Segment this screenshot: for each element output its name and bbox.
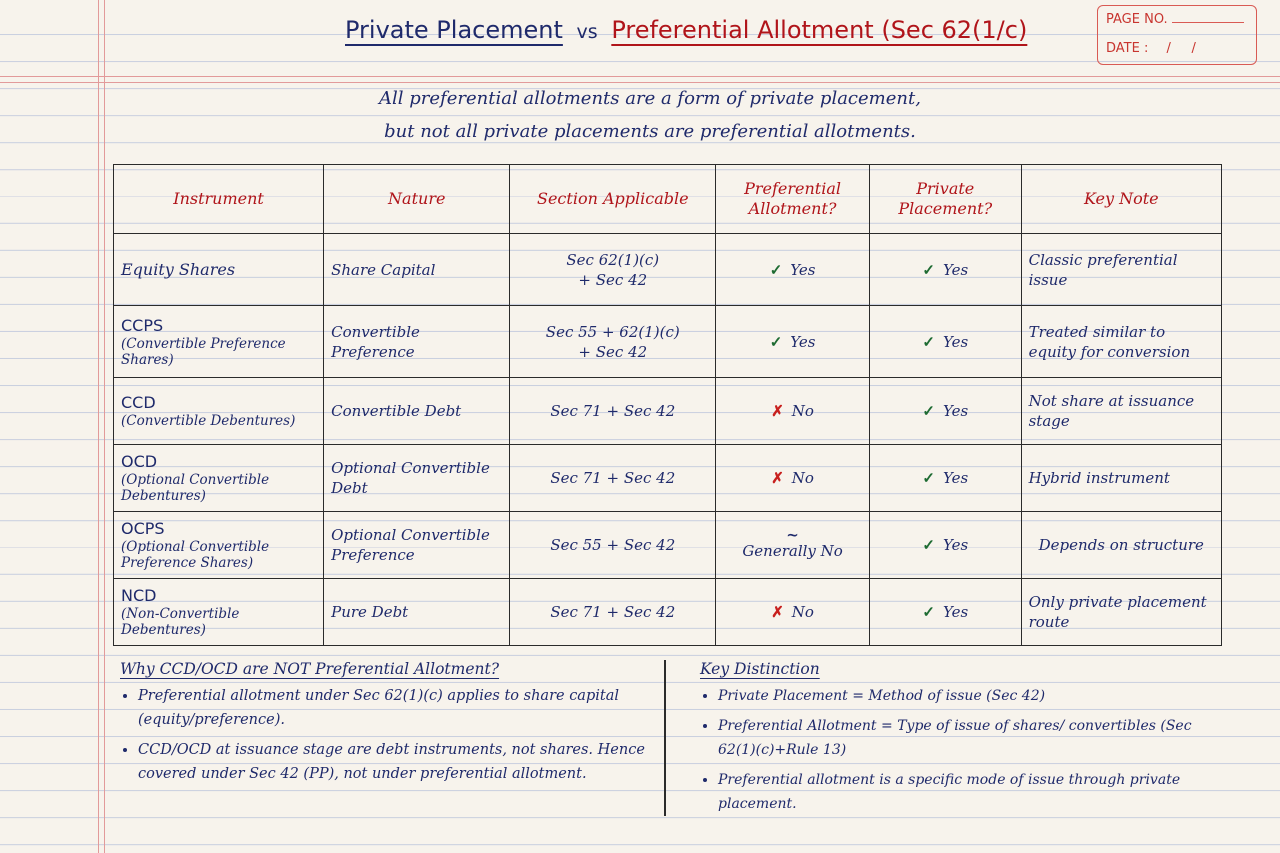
- cell-instrument: [114, 234, 324, 306]
- private-value: Yes: [942, 332, 969, 351]
- instrument-full-name: (Optional Convertible Debentures): [121, 472, 270, 504]
- preferential-value: No: [791, 402, 814, 420]
- section-line-1: Sec 71 + Sec 42: [550, 469, 676, 487]
- header-key-note: Key Note: [1021, 165, 1221, 234]
- cell-instrument: [114, 378, 324, 445]
- preferential-value: No: [791, 469, 814, 487]
- subtitle-line-2: but not all private placements are preferential allotments.: [384, 121, 916, 142]
- cell-nature: Optional Convertible Debt: [324, 445, 510, 512]
- preferential-value: No: [791, 603, 814, 621]
- cell-instrument: [114, 306, 324, 378]
- section-line-2: + Sec 42: [578, 342, 648, 361]
- notes-right-list: [700, 684, 1220, 816]
- list-item: • Preferential allotment under Sec 62(1)(c) applies to share capital (equity/preference).: [138, 684, 655, 732]
- instrument-abbr: OCD: [121, 452, 158, 471]
- cell-section: [510, 378, 716, 445]
- left-margin-line-2: [104, 0, 105, 853]
- cross-icon: ✗: [771, 603, 784, 621]
- tilde-icon: ~: [786, 526, 799, 544]
- cell-preferential: [716, 378, 870, 445]
- section-line-1: Sec 62(1)(c): [566, 250, 660, 269]
- header-instrument: Instrument: [114, 165, 324, 234]
- page-no-blank: [1172, 12, 1244, 23]
- cell-key-note: Hybrid instrument: [1021, 445, 1221, 512]
- left-margin-line: [98, 0, 99, 853]
- date-label: DATE :: [1106, 41, 1149, 56]
- cell-key-note: Not share at issuance stage: [1021, 378, 1221, 445]
- cell-key-note: Depends on structure: [1021, 512, 1221, 579]
- cell-section: [510, 512, 716, 579]
- list-item: • Private Placement = Method of issue (Sec 42): [718, 684, 1220, 708]
- cell-instrument: [114, 445, 324, 512]
- cell-private: [869, 445, 1021, 512]
- table-row: [114, 306, 1222, 378]
- title-vs: vs: [576, 21, 598, 43]
- check-icon: ✓: [922, 402, 935, 420]
- cell-preferential: [716, 579, 870, 646]
- check-icon: ✓: [922, 603, 935, 621]
- section-line-1: Sec 55 + 62(1)(c): [545, 322, 680, 341]
- instrument-abbr: CCPS: [121, 315, 164, 335]
- preferential-value: Yes: [790, 260, 816, 279]
- instrument-abbr: NCD: [121, 586, 157, 605]
- cell-private: [869, 234, 1021, 306]
- notes-key-distinction: [700, 660, 1220, 822]
- cell-nature: Convertible Debt: [324, 378, 510, 445]
- list-item: • CCD/OCD at issuance stage are debt instruments, not shares. Hence covered under Sec 42 (PP), not under preferential allotment.: [138, 738, 655, 786]
- date-slashes: / /: [1166, 41, 1196, 56]
- instrument-full-name: (Convertible Debentures): [121, 413, 296, 429]
- comparison-table: [113, 164, 1222, 646]
- private-value: Yes: [942, 603, 969, 621]
- cell-private: [869, 579, 1021, 646]
- table-row: [114, 378, 1222, 445]
- check-icon: ✓: [769, 332, 783, 351]
- cell-private: [869, 378, 1021, 445]
- cell-private: [869, 306, 1021, 378]
- title-private-placement: Private Placement: [345, 16, 563, 44]
- cell-section: [510, 579, 716, 646]
- header-private: Private Placement?: [869, 165, 1021, 234]
- notes-left-list: [120, 684, 655, 786]
- check-icon: ✓: [922, 469, 935, 487]
- cell-preferential: [716, 445, 870, 512]
- cell-instrument: [114, 512, 324, 579]
- instrument-full-name: (Optional Convertible Preference Shares): [121, 539, 270, 571]
- cell-preferential: [716, 512, 870, 579]
- cross-icon: ✗: [771, 469, 784, 487]
- preferential-value: Generally No: [742, 542, 843, 560]
- table-row: [114, 579, 1222, 646]
- list-item: • Preferential Allotment = Type of issue of shares/ convertibles (Sec 62(1)(c)+Rule 13): [718, 714, 1220, 762]
- header-preferential: Preferential Allotment?: [716, 165, 870, 234]
- check-icon: ✓: [922, 536, 935, 554]
- cell-nature: Share Capital: [324, 234, 510, 306]
- instrument-abbr: CCD: [121, 393, 156, 412]
- private-value: Yes: [942, 536, 969, 554]
- cell-section: [510, 234, 716, 306]
- cell-key-note: Only private placement route: [1021, 579, 1221, 646]
- table-header-row: [114, 165, 1222, 234]
- section-line-1: Sec 71 + Sec 42: [550, 603, 676, 621]
- notes-why-ccd-ocd: [120, 660, 655, 792]
- cell-preferential: [716, 234, 870, 306]
- cell-key-note: Classic preferential issue: [1021, 234, 1221, 306]
- page-title: [345, 16, 1095, 44]
- cell-key-note: Treated similar to equity for conversion: [1021, 306, 1221, 378]
- instrument-abbr: OCPS: [121, 519, 165, 538]
- subtitle-line-1: All preferential allotments are a form of private placement,: [379, 88, 921, 109]
- private-value: Yes: [942, 260, 969, 279]
- section-line-1: Sec 55 + Sec 42: [550, 536, 676, 554]
- table-row: [114, 445, 1222, 512]
- subtitle: [300, 82, 1000, 148]
- private-value: Yes: [942, 469, 969, 487]
- page-date-stamp: [1097, 5, 1257, 65]
- check-icon: ✓: [922, 332, 935, 351]
- instrument-full-name: (Non-Convertible Debentures): [121, 606, 240, 638]
- check-icon: ✓: [769, 260, 783, 279]
- cell-section: [510, 306, 716, 378]
- header-nature: Nature: [324, 165, 510, 234]
- table-row: [114, 512, 1222, 579]
- check-icon: ✓: [922, 260, 935, 279]
- cell-instrument: [114, 579, 324, 646]
- table-row: [114, 234, 1222, 306]
- top-margin-line: [0, 76, 1280, 77]
- section-line-2: + Sec 42: [578, 270, 648, 289]
- title-preferential-allotment: Preferential Allotment (Sec 62(1/c): [611, 16, 1028, 44]
- header-section: Section Applicable: [510, 165, 716, 234]
- private-value: Yes: [942, 402, 969, 420]
- list-item: • Preferential allotment is a specific mode of issue through private placement.: [718, 768, 1220, 816]
- cell-nature: Convertible Preference: [324, 306, 510, 378]
- instrument-full-name: (Convertible Preference Shares): [121, 335, 286, 368]
- cell-private: [869, 512, 1021, 579]
- notes-left-heading: Why CCD/OCD are NOT Preferential Allotment?: [120, 660, 500, 678]
- instrument-abbr: Equity Shares: [121, 259, 236, 279]
- cell-preferential: [716, 306, 870, 378]
- notes-right-heading: Key Distinction: [700, 660, 820, 678]
- cross-icon: ✗: [771, 402, 784, 420]
- section-line-1: Sec 71 + Sec 42: [550, 402, 676, 420]
- cell-section: [510, 445, 716, 512]
- preferential-value: Yes: [790, 332, 816, 351]
- page-no-label: PAGE NO.: [1106, 12, 1168, 27]
- cell-nature: Optional Convertible Preference: [324, 512, 510, 579]
- cell-nature: Pure Debt: [324, 579, 510, 646]
- notes-divider: [664, 660, 666, 816]
